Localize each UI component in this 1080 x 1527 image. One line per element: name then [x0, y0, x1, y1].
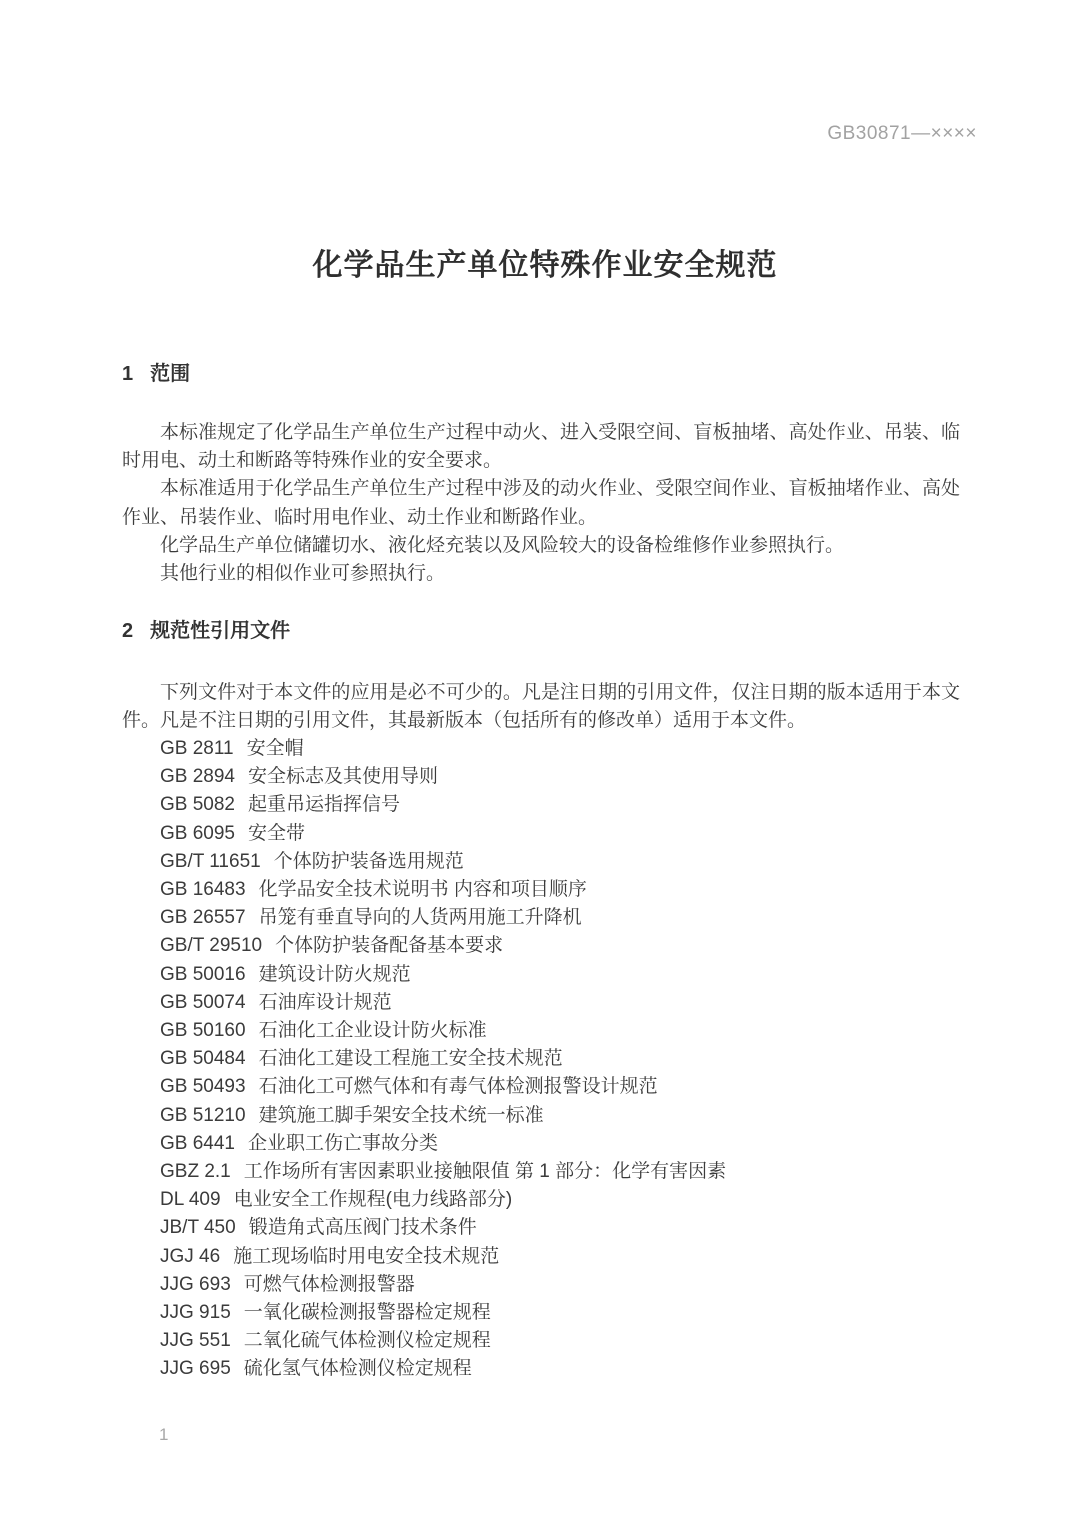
reference-title: 一氧化碳检测报警器检定规程 [243, 1302, 491, 1324]
reference-item [122, 989, 960, 1017]
reference-title: 电业安全工作规程(电力线路部分) [233, 1189, 513, 1211]
section-2-number: 2 [122, 620, 134, 642]
reference-code: GB 2811 [160, 738, 234, 759]
section-1-heading-text: 范围 [150, 363, 191, 385]
section-2-heading-text: 规范性引用文件 [150, 620, 291, 642]
reference-title: 安全帽 [246, 738, 304, 759]
reference-item [122, 904, 960, 932]
reference-code: JGJ 46 [160, 1245, 221, 1267]
reference-title: 施工现场临时用电安全技术规范 [233, 1245, 500, 1267]
reference-code: GB 51210 [160, 1104, 246, 1126]
reference-code: GB 6095 [160, 822, 235, 844]
reference-title: 建筑设计防火规范 [258, 963, 411, 985]
reference-title: 石油库设计规范 [258, 991, 392, 1013]
standard-code-header: GB30871—×××× [827, 123, 977, 144]
reference-code: GB/T 11651 [160, 850, 261, 872]
reference-title: 锻造角式高压阀门技术条件 [248, 1217, 477, 1239]
reference-item [122, 1045, 960, 1073]
reference-code: GB/T 29510 [160, 935, 263, 957]
reference-code: JB/T 450 [160, 1217, 236, 1239]
reference-title: 可燃气体检测报警器 [243, 1273, 415, 1295]
normative-references-list [122, 735, 960, 1384]
reference-item [122, 791, 960, 819]
paragraph: 下列文件对于本文件的应用是必不可少的。凡是注日期的引用文件，仅注日期的版本适用于本文件。凡是不注日期的引用文件，其最新版本（包括所有的修改单）适用于本文件。 [122, 682, 960, 732]
reference-item [122, 876, 960, 904]
reference-item [122, 848, 960, 876]
reference-item [122, 735, 960, 763]
document-title: 化学品生产单位特殊作业安全规范 [312, 249, 778, 282]
reference-code: JJG 693 [160, 1273, 231, 1295]
reference-title: 企业职工伤亡事故分类 [248, 1132, 439, 1154]
reference-item [122, 932, 960, 960]
reference-title: 化学品安全技术说明书 内容和项目顺序 [258, 879, 587, 901]
paragraph: 其他行业的相似作业可参照执行。 [160, 563, 446, 585]
reference-item [122, 1271, 960, 1299]
reference-title: 起重吊运指挥信号 [248, 794, 401, 816]
reference-item [122, 1355, 960, 1383]
reference-item [122, 1299, 960, 1327]
reference-item [122, 1186, 960, 1214]
reference-code: GB 50484 [160, 1048, 246, 1070]
reference-code: GB 26557 [160, 907, 246, 929]
reference-title: 工作场所有害因素职业接触限值 第 1 部分：化学有害因素 [243, 1161, 727, 1183]
page-number: 1 [159, 1425, 169, 1444]
reference-title: 二氧化硫气体检测仪检定规程 [243, 1330, 491, 1352]
reference-code: GB 50074 [160, 991, 246, 1013]
reference-item [122, 1243, 960, 1271]
reference-title: 硫化氢气体检测仪检定规程 [243, 1358, 472, 1380]
reference-title: 石油化工可燃气体和有毒气体检测报警设计规范 [258, 1076, 658, 1098]
reference-code: GB 50493 [160, 1076, 246, 1098]
reference-title: 石油化工企业设计防火标准 [258, 1020, 487, 1042]
reference-code: GB 50160 [160, 1020, 246, 1042]
reference-code: JJG 695 [160, 1358, 231, 1380]
reference-item [122, 1073, 960, 1101]
reference-code: GB 50016 [160, 963, 246, 985]
reference-code: GB 2894 [160, 766, 235, 788]
reference-code: JJG 551 [160, 1330, 231, 1352]
reference-item [122, 1158, 960, 1186]
paragraph: 本标准适用于化学品生产单位生产过程中涉及的动火作业、受限空间作业、盲板抽堵作业、高处作业、吊装作业、临时用电作业、动土作业和断路作业。 [122, 478, 960, 528]
section-1-heading [122, 360, 190, 388]
reference-title: 建筑施工脚手架安全技术统一标准 [258, 1104, 544, 1126]
reference-item [122, 763, 960, 791]
reference-code: GB 6441 [160, 1132, 235, 1154]
reference-item [122, 820, 960, 848]
paragraph: 化学品生产单位储罐切水、液化烃充装以及风险较大的设备检维修作业参照执行。 [160, 534, 845, 556]
reference-item [122, 961, 960, 989]
section-1-number: 1 [122, 363, 134, 385]
reference-item [122, 1102, 960, 1130]
paragraph: 本标准规定了化学品生产单位生产过程中动火、进入受限空间、盲板抽堵、高处作业、吊装、临时用电、动土和断路等特殊作业的安全要求。 [122, 422, 960, 472]
reference-code: DL 409 [160, 1189, 221, 1211]
reference-item [122, 1327, 960, 1355]
reference-code: GB 16483 [160, 879, 246, 901]
reference-title: 石油化工建设工程施工安全技术规范 [258, 1048, 563, 1070]
reference-item [122, 1130, 960, 1158]
section-2-heading [122, 617, 290, 645]
reference-item [122, 1214, 960, 1242]
reference-code: GB 5082 [160, 794, 235, 816]
reference-title: 吊笼有垂直导向的人货两用施工升降机 [258, 907, 582, 929]
reference-code: JJG 915 [160, 1302, 231, 1324]
section-1-body [122, 419, 960, 588]
reference-title: 个体防护装备配备基本要求 [275, 935, 504, 957]
reference-title: 安全带 [248, 822, 306, 844]
reference-item [122, 1017, 960, 1045]
reference-title: 安全标志及其使用导则 [248, 766, 439, 788]
section-2-intro [122, 679, 960, 735]
reference-title: 个体防护装备选用规范 [273, 850, 464, 872]
reference-code: GBZ 2.1 [160, 1161, 231, 1183]
